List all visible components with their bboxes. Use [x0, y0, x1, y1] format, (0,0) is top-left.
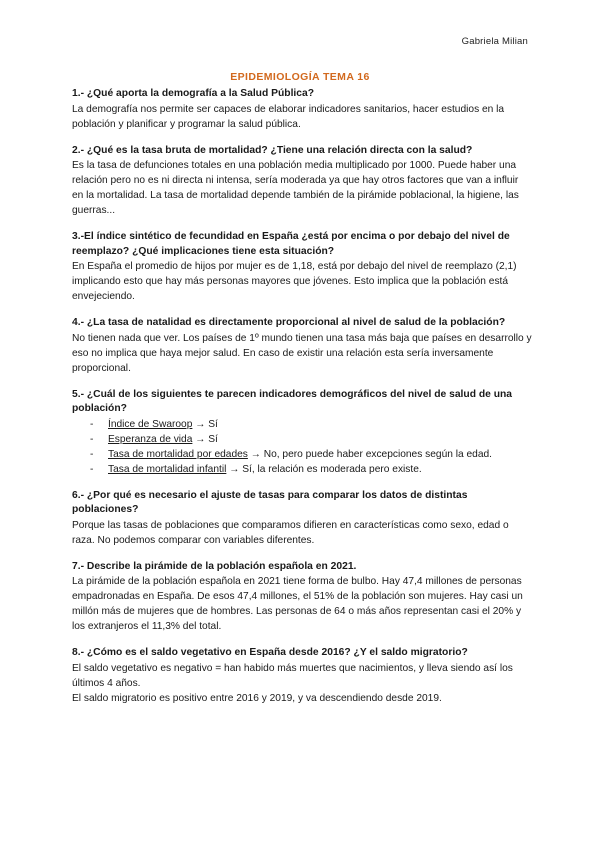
- question-7-heading: 7.- Describe la pirámide de la población española en 2021.: [72, 560, 357, 572]
- indicator-list: [72, 417, 532, 477]
- author-name: Gabriela Milian: [461, 36, 528, 47]
- question-8-answer-migratorio: El saldo migratorio es positivo entre 2016 y 2019, y va descendiendo desde 2019.: [72, 692, 442, 704]
- question-2-answer: Es la tasa de defunciones totales en una población media multiplicado por 1000. Puede haber una relación pero no es ni directa ni intensa, sería moderada ya que hay otros factores que van a influir en la mortalidad. La tasa de mortalidad depende también de la pirámide poblacional, la higiene, las guerras...: [72, 160, 519, 216]
- indicator-name: Tasa de mortalidad infantil: [108, 463, 227, 475]
- question-6-section: [72, 489, 532, 548]
- question-8-heading: 8.- ¿Cómo es el saldo vegetativo en España desde 2016? ¿Y el saldo migratorio?: [72, 647, 468, 658]
- question-6-answer: Porque las tasas de poblaciones que comparamos difieren en características como sexo, edad o raza. No podemos comparar con variables diferentes.: [72, 519, 509, 546]
- question-8-answer-vegetativo: El saldo vegetativo es negativo = han habido más muertes que nacimientos, y lleva siendo así los últimos 4 años.: [72, 662, 513, 689]
- indicator-answer: → Sí: [192, 433, 218, 445]
- list-item: [90, 417, 532, 432]
- question-1-section: [72, 87, 532, 132]
- list-item: [90, 462, 532, 477]
- indicator-name: Esperanza de vida: [108, 433, 193, 445]
- question-4-answer: No tienen nada que ver. Los países de 1º mundo tienen una tasa más baja que países en desarrollo y eso no implica que haya mejor salud. En caso de existir una relación esta sería inversamente proporcional.: [72, 332, 532, 374]
- question-7-section: [72, 560, 532, 635]
- list-item: [90, 432, 532, 447]
- question-6-heading: 6.- ¿Por qué es necesario el ajuste de tasas para comparar los datos de distintas poblaciones?: [72, 489, 468, 515]
- question-2-section: [72, 144, 532, 219]
- indicator-answer: → Sí, la relación es moderada pero existe.: [226, 463, 422, 475]
- question-3-heading: 3.-El índice sintético de fecundidad en España ¿está por encima o por debajo del nivel de reemplazo? ¿Qué implicaciones tiene esta situación?: [72, 231, 510, 257]
- list-item: [90, 447, 532, 462]
- indicator-name: Índice de Swaroop: [108, 418, 193, 430]
- question-1-answer: La demografía nos permite ser capaces de elaborar indicadores sanitarios, hacer estudios en la población y planificar y programar la salud pública.: [72, 103, 505, 130]
- question-3-answer: En España el promedio de hijos por mujer es de 1,18, está por debajo del nivel de reemplazo (2,1) implicando esto que hay más personas mayores que jóvenes. Esto implica que la población está envejeciendo.: [72, 261, 517, 302]
- question-4-section: [72, 316, 532, 376]
- question-8-section: [72, 646, 532, 706]
- indicator-name: Tasa de mortalidad por edades: [108, 448, 248, 460]
- question-5-section: [72, 388, 532, 477]
- question-4-heading: 4.- ¿La tasa de natalidad es directamente proporcional al nivel de salud de la población?: [72, 317, 506, 328]
- question-2-heading: 2.- ¿Qué es la tasa bruta de mortalidad? ¿Tiene una relación directa con la salud?: [72, 144, 473, 156]
- indicator-answer: → Sí: [192, 418, 218, 430]
- question-5-heading: 5.- ¿Cuál de los siguientes te parecen indicadores demográficos del nivel de salud de una población?: [72, 388, 513, 414]
- question-3-section: [72, 230, 532, 304]
- document-title: EPIDEMIOLOGÍA TEMA 16: [230, 71, 370, 83]
- indicator-answer: → No, pero puede haber excepciones según la edad.: [247, 448, 492, 460]
- question-7-answer: La pirámide de la población española en 2021 tiene forma de bulbo. Hay 47,4 millones de personas empadronadas en España. De esos 47,4 millones, el 51% de la población son mujeres. Hay casi un millón más de mujeres que de hombres. Las personas de 64 o más años representan casi el 20% y los extranjeros el 11,3% del total.: [72, 576, 523, 632]
- document-body: [72, 87, 532, 718]
- question-1-heading: 1.- ¿Qué aporta la demografía a la Salud Pública?: [72, 88, 315, 99]
